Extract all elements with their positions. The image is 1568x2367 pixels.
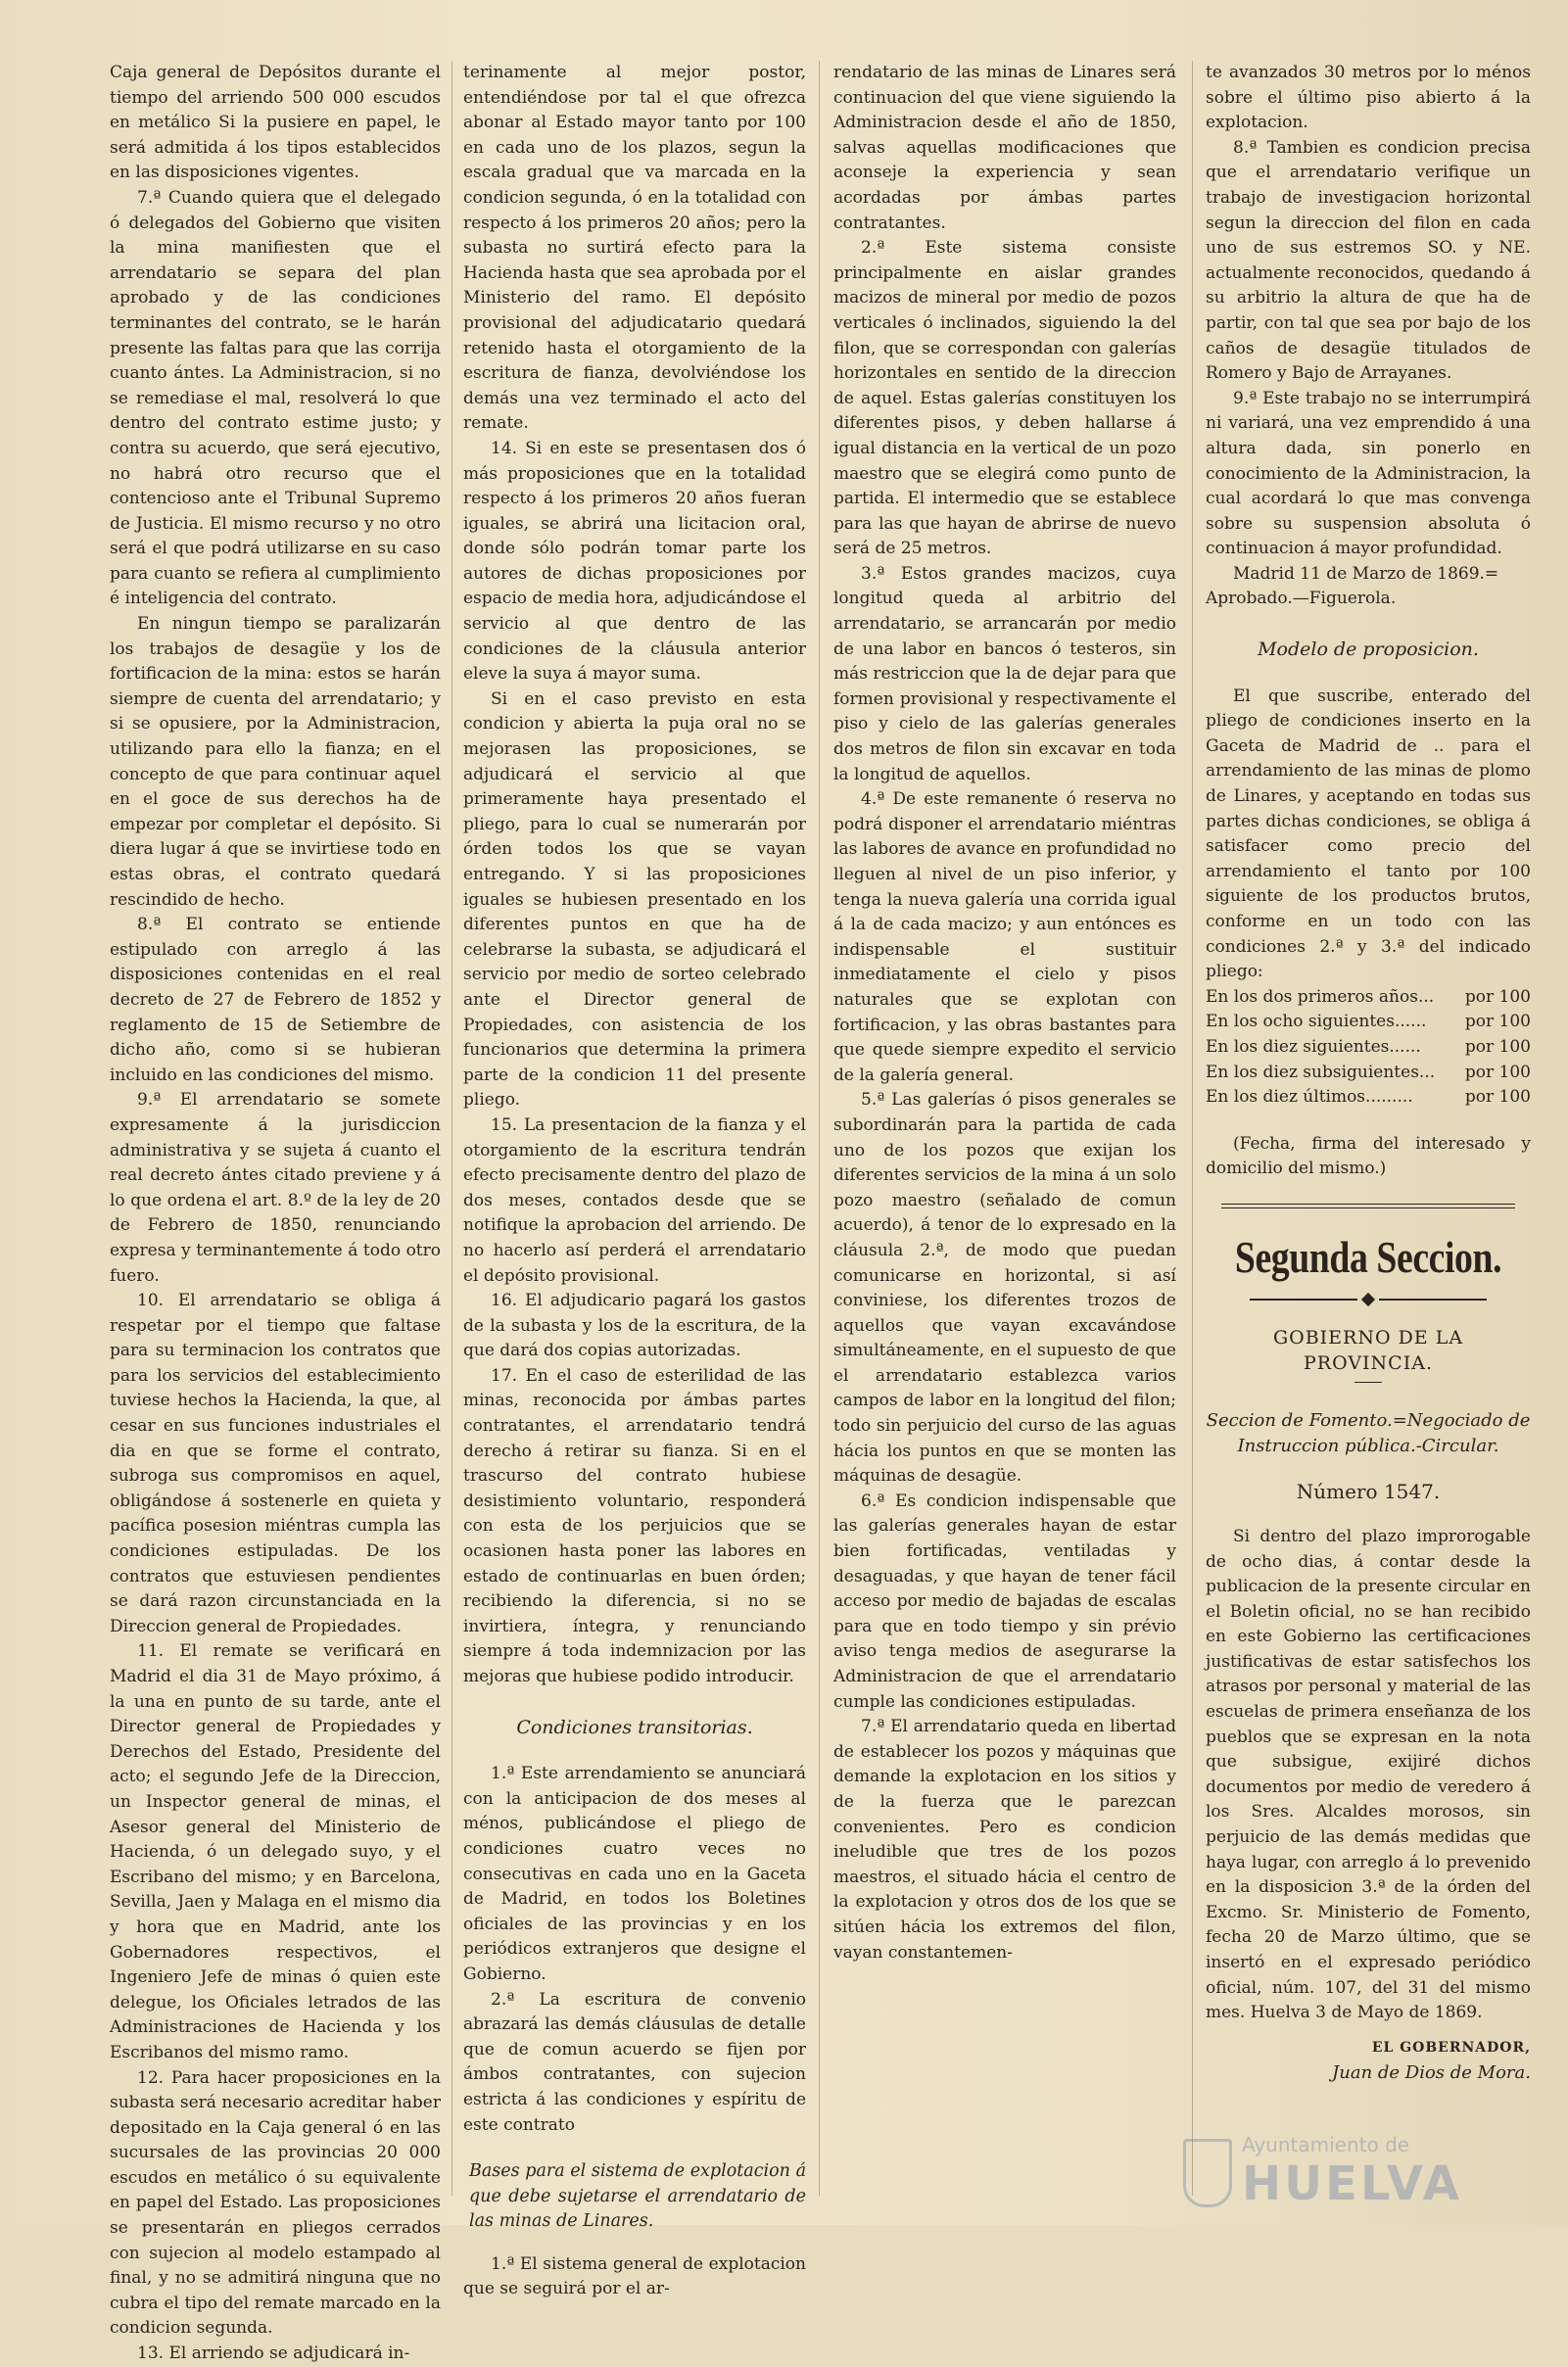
section-heading: Modelo de proposicion. — [1258, 639, 1479, 661]
row-label: En los diez últimos......... — [1206, 1087, 1413, 1108]
paragraph: (Fecha, firma del interesado y domicilio del mismo.) — [1206, 1133, 1531, 1179]
signature-title: EL GOBERNADOR, — [1371, 2039, 1531, 2056]
paragraph: terinamente al mejor postor, entendiéndose por tal el que ofrezca abonar al Estado mayor tanto por 100 en cada uno de los plazos, segun la escala gradual que va marcada en la condicion segunda, ó en la totalidad con respecto á los primeros 20 años; pero la subasta no surtirá efecto para la Hacienda hasta que sea aprobada por el Ministerio del ramo. El depósito provisional del adjudicatario quedará retenido hasta el otorgamiento de la escritura de fianza, devolviéndose los demás una vez terminado el acto del remate. — [463, 63, 806, 434]
paragraph: 14. Si en este se presentasen dos ó más proposiciones que en la totalidad respecto á los primeros 20 años fueran iguales, se abrirá una licitacion oral, donde sólo podrán tomar parte los autores de dichas proposiciones por espacio de media hora, adjudicándose el servicio al que dentro de las condiciones de la cláusula anterior eleve la suya á mayor suma. — [463, 438, 807, 685]
section-heading: Condiciones transitorias. — [516, 1716, 753, 1738]
approval-line: Aprobado.—Figuerola. — [1206, 589, 1397, 609]
paragraph: 9.ª Este trabajo no se interrumpirá ni variará, una vez emprendido á una altura dada, sin ponerlo en conocimiento de la Administracion, la cual acordará lo que mas convenga sobre su suspension absoluta ó continuacion á mayor profundidad. — [1206, 388, 1531, 559]
row-value: por 100 — [1464, 1062, 1531, 1082]
row-label: En los dos primeros años... — [1206, 986, 1435, 1007]
divider — [1221, 1204, 1515, 1208]
paragraph: 8.ª Tambien es condicion precisa que el arrendatario verifique un trabajo de investigacion horizontal segun la direccion del filon en cada uno de sus estremos SO. y NE. actualmente reconocidos, quedando á su arbitrio la altura de que ha de partir, con tal que sea por bajo de los caños de desagüe titulados de Romero y Bajo de Arrayanes. — [1206, 137, 1531, 384]
number-heading: Número 1547. — [1296, 1480, 1441, 1504]
column-1 — [110, 61, 441, 2364]
paragraph: te avanzados 30 metros por lo ménos sobre el último piso abierto á la explotacion. — [1206, 63, 1531, 133]
column-3 — [833, 61, 1176, 2210]
signature-name: Juan de Dios de Mora. — [1332, 2062, 1531, 2084]
column-rule — [1192, 61, 1193, 2196]
table-row — [1206, 1035, 1531, 1061]
paragraph: 13. El arriendo se adjudicará in- — [137, 2343, 410, 2364]
paragraph: 10. El arrendatario se obliga á respetar por el tiempo que faltase para su terminacion los contratos que para los servicios del establecimiento tuviese hechos la Hacienda, la que, al cesar en sus funciones industriales el dia en que se forme el contrato, subroga sus compromisos en aquel, obligándose á sostenerle en quieta y pacífica posesion miéntras cumpla las condiciones estipuladas. De los contratos que estuviesen pendientes se dará razon circunstanciada en la Direccion general de Propiedades. — [110, 1291, 441, 1636]
paragraph: 9.ª El arrendatario se somete expresamente á la jurisdiccion administrativa y se sujeta á cuanto el real decreto ántes citado previene y á lo que ordena el art. 8.º de la ley de 20 de Febrero de 1850, renunciando expresa y terminantemente á todo otro fuero. — [110, 1090, 441, 1286]
paragraph: El que suscribe, enterado del pliego de condiciones inserto en la Gaceta de Madrid de .. para el arrendamiento de las minas de plomo de Linares, y aceptando en todas sus partes dichas condiciones, se obliga á satisfacer como precio del arrendamiento el tanto por 100 siguiente de los productos brutos, conforme en un todo con las condiciones 2.ª y 3.ª del indicado pliego: — [1206, 686, 1531, 982]
paragraph: Si en el caso previsto en esta condicion y abierta la puja oral no se mejorasen las proposiciones, se adjudicará el servicio al que primeramente haya presentado el pliego, para lo cual se numerarán por órden todos los que se vayan entregando. Y si las proposiciones iguales se hubiesen presentado en los diferentes puntos en que ha de celebrarse la subasta, se adjudicará el servicio por medio de sorteo celebrado ante el Director general de Propiedades, con asistencia de los funcionarios que determina la primera parte de la condicion 11 del presente pliego. — [463, 688, 806, 1111]
column-4 — [1206, 61, 1531, 2210]
watermark-logo — [1183, 2125, 1555, 2218]
paragraph: 17. En el caso de esterilidad de las minas, reconocida por ámbas partes contratantes, el arrendatario tendrá derecho á retirar su fianza. Si en el trascurso del contrato hubiese desistimiento voluntario, responderá con esta de los perjuicios que se ocasionen hasta poner las labores en estado de continuarlas en buen órden; recibiendo la diferencia, si no se invirtiera, íntegra, y renunciando siempre á toda indemnizacion por las mejoras que hubiese podido introducir. — [463, 1365, 806, 1686]
row-label: En los ocho siguientes...... — [1206, 1012, 1427, 1032]
date-line: Madrid 11 de Marzo de 1869.= — [1233, 563, 1499, 584]
row-label: En los diez subsiguientes... — [1206, 1062, 1436, 1082]
proposal-table — [1206, 985, 1531, 1111]
paragraph: 7.ª Cuando quiera que el delegado ó delegados del Gobierno que visiten la mina manifiesten que el arrendatario se separa del plan aprobado y de las condiciones terminantes del contrato, se le harán presente las faltas para que las corrija cuanto ántes. La Administracion, si no se remediase el mal, resolverá lo que dentro del contrato estime justo; y contra su acuerdo, que será ejecutivo, no habrá otro recurso que el contencioso ante el Tribunal Supremo de Justicia. El mismo recurso y no otro será el que podrá utilizarse en su caso para cuanto se refiera al cumplimiento é inteligencia del contrato. — [110, 187, 441, 609]
watermark-text: Ayuntamiento de — [1242, 2133, 1410, 2156]
paragraph: 11. El remate se verificará en Madrid el dia 31 de Mayo próximo, á la una en punto de su tarde, ante el Director general de Propiedades y Derechos del Estado, Presidente del acto; el segundo Jefe de la Direccion, un Inspector general de minas, el Asesor general del Ministerio de Hacienda, ó un delegado suyo, y el Escribano del mismo; y en Barcelona, Sevilla, Jaen y Malaga en el mismo dia y hora que en Madrid, ante los Gobernadores respectivos, el Ingeniero Jefe de minas ó quien este delegue, los Oficiales letrados de las Administraciones de Hacienda y los Escribanos del mismo ramo. — [110, 1641, 441, 2062]
paragraph: 4.ª De este remanente ó reserva no podrá disponer el arrendatario miéntras las labores de avance en profundidad no lleguen al nivel de un piso inferior, y tenga la nueva galería una corrida igual á la de cada macizo; y aun entónces es indispensable el sustituir inmediatamente el cielo y pisos naturales que se explotan con fortificacion, y las obras bastantes para que quede siempre expedito el servicio de la galería general. — [833, 789, 1176, 1085]
table-row — [1206, 1061, 1531, 1086]
paragraph: 7.ª El arrendatario queda en libertad de establecer los pozos y máquinas que demande la explotacion en los sitios y de la fuerza que le parezcan convenientes. Pero es condicion ineludible que tres de los pozos maestros, el situado hácia el centro de la explotacion y otros dos de los que se sitúen hácia los extremos del filon, vayan constantemen- — [833, 1717, 1176, 1963]
column-rule — [451, 61, 452, 2196]
section-title: Segunda Seccion. — [1234, 1231, 1502, 1282]
row-value: por 100 — [1464, 1087, 1531, 1108]
paragraph: 12. Para hacer proposiciones en la subasta será necesario acreditar haber depositado en la Caja general ó en las sucursales de las provincias 20 000 escudos en metálico ó su equivalente en papel del Estado. Las proposiciones se presentarán en pliegos cerrados con sujecion al modelo estampado al final, y no se admitirá ninguna que no cubra el tipo del remate marcado en la condicion segunda. — [110, 2067, 441, 2339]
sub-heading: Seccion de Fomento.=Negociado de Instruccion pública.-Circular. — [1206, 1410, 1531, 1456]
ornament-divider — [1206, 1295, 1531, 1304]
paragraph: 2.ª La escritura de convenio abrazará las demás cláusulas de detalle que de comun acuerdo se fijen por ámbos contratantes, con sujecion estricta á las condiciones y espíritu de este contrato — [463, 1989, 806, 2135]
paragraph: Si dentro del plazo improrogable de ocho dias, á contar desde la publicacion de la presente circular en el Boletin oficial, no se han recibido en este Gobierno las certificaciones justificativas de estar satisfechos los atrasos por personal y material de las escuelas de primera enseñanza de los pueblos que se expresan en la nota que subsigue, exijiré dichos documentos por medio de veredero á los Sres. Alcaldes morosos, sin perjuicio de las demás medidas que haya lugar, con arreglo á lo prevenido en la disposicion 3.ª de la órden del Excmo. Sr. Ministerio de Fomento, fecha 20 de Marzo último, que se insertó en el expresado periódico oficial, núm. 107, del 31 del mismo mes. Huelva 3 de Mayo de 1869. — [1206, 1526, 1531, 2023]
table-row — [1206, 1085, 1531, 1111]
paragraph: En ningun tiempo se paralizarán los trabajos de desagüe y los de fortificacion de la mina: estos se harán siempre de cuenta del arrendatario; y si se opusiere, por la Administracion, utilizando para ello la fianza; en el concepto de que para continuar aquel en el goce de sus derechos ha de empezar por completar el depósito. Si diera lugar á que se invirtiese todo en estas obras, el contrato quedará rescindido de hecho. — [110, 614, 441, 910]
paragraph: 15. La presentacion de la fianza y el otorgamiento de la escritura tendrán efecto precisamente dentro del plazo de dos meses, contados desde que se notifique la aprobacion del arriendo. De no hacerlo así perderá el arrendatario el depósito provisional. — [463, 1114, 806, 1286]
row-value: por 100 — [1464, 1012, 1531, 1032]
paragraph: 8.ª El contrato se entiende estipulado con arreglo á las disposiciones contenidas en el real decreto de 27 de Febrero de 1852 y reglamento de 15 de Setiembre de dicho año, como si se hubieran incluido en las condiciones del mismo. — [110, 915, 441, 1085]
divider — [1354, 1382, 1382, 1383]
shield-icon — [1183, 2139, 1232, 2207]
table-row — [1206, 1010, 1531, 1035]
gobierno-heading: GOBIERNO DE LA PROVINCIA. — [1272, 1326, 1464, 1374]
column-2 — [463, 61, 807, 2299]
paragraph: rendatario de las minas de Linares será continuacion del que viene siguiendo la Administracion desde el año de 1850, salvas aquellas modificaciones que aconseje la experiencia y sean acordadas por ámbas partes contratantes. — [833, 63, 1176, 233]
watermark-text: HUELVA — [1242, 2156, 1462, 2211]
paragraph: 16. El adjudicario pagará los gastos de la subasta y los de la escritura, de la que dará dos copias autorizadas. — [463, 1291, 806, 1361]
paragraph: 2.ª Este sistema consiste principalmente en aislar grandes macizos de mineral por medio de pozos verticales ó inclinados, siguiendo la del filon, que se correspondan con galerías horizontales en sentido de la direccion de aquel. Estas galerías constituyen los diferentes pisos, y deben hallarse á igual distancia en la vertical de un pozo maestro que se elegirá como punto de partida. El intermedio que se establece para las que hayan de abrirse de nuevo será de 25 metros. — [833, 238, 1176, 559]
paragraph: 3.ª Estos grandes macizos, cuya longitud queda al arbitrio del arrendatario, se arrancarán por medio de una labor en bancos ó testeros, sin más restriccion que la de dejar para que formen provisional y respectivamente el piso y cielo de las galerías generales dos metros de filon sin excavar en toda la longitud de aquellos. — [833, 563, 1176, 784]
paragraph: Caja general de Depósitos durante el tiempo del arriendo 500 000 escudos en metálico Si la pusiere en papel, le será admitida á los tipos establecidos en las disposiciones vigentes. — [110, 63, 441, 183]
section-heading: Bases para el sistema de explotacion á que debe sujetarse el arrendatario de las minas de Linares. — [469, 2161, 806, 2232]
column-rule — [819, 61, 820, 2196]
row-value: por 100 — [1464, 1036, 1531, 1057]
paragraph: 1.ª Este arrendamiento se anunciará con la anticipacion de dos meses al ménos, publicándose el pliego de condiciones cuatro veces no consecutivas en cada uno en la Gaceta de Madrid, en todos los Boletines oficiales de las provincias y en los periódicos extranjeros que designe el Gobierno. — [463, 1764, 806, 1984]
table-row — [1206, 985, 1531, 1011]
row-value: por 100 — [1464, 986, 1531, 1007]
paragraph: 6.ª Es condicion indispensable que las galerías generales hayan de estar bien fortificadas, ventiladas y desaguadas, y que hayan de tener fácil acceso por medio de bajadas de escalas para que en todo tiempo y sin prévio aviso tenga medios de asegurarse la Administracion de que el arrendatario cumple las condiciones estipuladas. — [833, 1491, 1176, 1712]
row-label: En los diez siguientes...... — [1206, 1036, 1421, 1057]
paragraph: 1.ª El sistema general de explotacion que se seguirá por el ar- — [463, 2253, 806, 2299]
paragraph: 5.ª Las galerías ó pisos generales se subordinarán para la partida de cada uno de los pozos que exijan los diferentes servicios de la mina á un solo pozo maestro (señalado de comun acuerdo), á tenor de lo expresado en la cláusula 2.ª, de modo que puedan comunicarse en horizontal, si así conviniese, los diferentes trozos de aquellos que vayan excavándose simultáneamente, en el supuesto de que el arrendatario establezca varios campos de labor en la longitud del filon; todo sin perjuicio del curso de las aguas hácia los puntos en que se monten las máquinas de desagüe. — [833, 1090, 1176, 1487]
